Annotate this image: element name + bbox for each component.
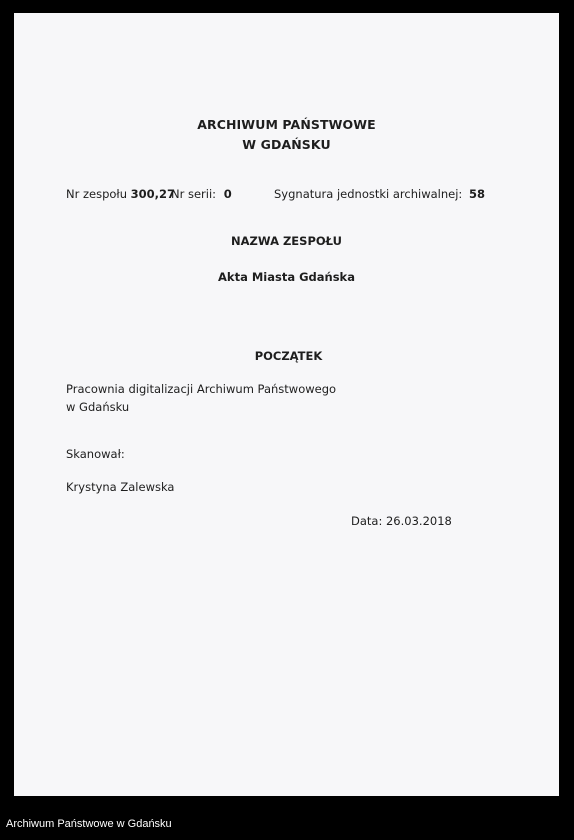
scanned-by-label: Skanował:: [66, 447, 125, 461]
archive-footer-caption: Archiwum Państwowe w Gdańsku: [6, 818, 172, 830]
lab-line1: Pracownia digitalizacji Archiwum Państwowego: [66, 382, 337, 396]
fonds-number-value: 300,27: [130, 187, 176, 201]
archival-signature: [274, 187, 485, 201]
fonds-number: [66, 187, 175, 201]
archive-title-line2: W GDAŃSKU: [242, 137, 331, 152]
document-sheet: [14, 13, 559, 796]
archive-title-line1: ARCHIWUM PAŃSTWOWE: [197, 117, 376, 132]
scanner-name: Krystyna Zalewska: [66, 480, 175, 494]
section-heading: POCZĄTEK: [254, 349, 323, 363]
fonds-number-label: Nr zespołu: [66, 187, 127, 201]
archival-signature-label: Sygnatura jednostki archiwalnej:: [274, 187, 463, 201]
fonds-name-value: Akta Miasta Gdańska: [218, 270, 355, 284]
series-number: [171, 187, 232, 201]
archival-signature-value: 58: [468, 187, 485, 201]
lab-line2: w Gdańsku: [66, 400, 130, 414]
fonds-name-heading: NAZWA ZESPOŁU: [231, 234, 342, 248]
series-number-value: 0: [223, 187, 232, 201]
series-number-label: Nr serii:: [171, 187, 217, 201]
scan-date: Data: 26.03.2018: [351, 514, 452, 528]
